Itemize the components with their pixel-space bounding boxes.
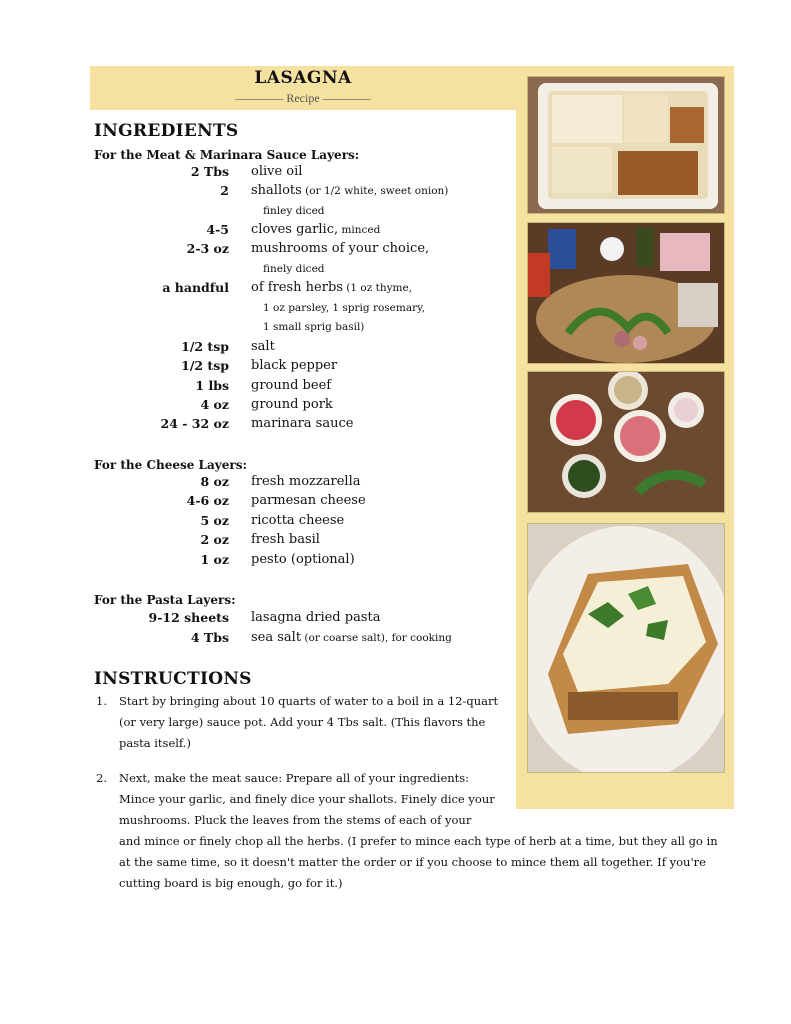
ingredient-qty: 4-5 (206, 222, 229, 237)
ingredient-row (94, 378, 514, 397)
ingredient-name: lasagna dried pasta (251, 610, 381, 625)
cheese-section-heading: For the Cheese Layers: (94, 458, 247, 472)
ingredient-name: ricotta cheese (251, 513, 345, 528)
ingredient-row (94, 280, 514, 299)
ingredient-name: parmesan cheese (251, 493, 366, 508)
ingredient-row (94, 532, 514, 551)
ingredient-row (94, 358, 514, 377)
ingredient-qty: 1/2 tsp (181, 339, 229, 354)
ingredient-qty: 4 oz (200, 397, 229, 412)
ingredient-row (94, 183, 514, 202)
ingredients-cutting-board-photo (527, 222, 725, 364)
ingredient-name: fresh basil (251, 532, 320, 547)
ingredient-qty: 1 oz (200, 552, 229, 567)
ingredient-row (94, 513, 514, 532)
ingredient-row (94, 416, 514, 435)
ingredient-name: ground beef (251, 378, 332, 393)
ingredient-row (94, 241, 514, 260)
ingredient-qty: 8 oz (200, 474, 229, 489)
ingredient-name: sea salt (or coarse salt), for cooking (251, 630, 452, 645)
instructions-heading: INSTRUCTIONS (94, 669, 252, 689)
ingredient-qty: 2 oz (200, 532, 229, 547)
plated-lasagna-photo (527, 523, 725, 773)
ingredient-row (94, 630, 514, 649)
ingredient-name: mushrooms of your choice, (251, 241, 430, 256)
ingredient-qty: 9-12 sheets (148, 610, 229, 625)
ingredient-continuation: finley diced (263, 205, 325, 217)
ingredient-row (94, 339, 514, 358)
ingredient-row (94, 397, 514, 416)
lasagna-baking-dish-photo (527, 76, 725, 214)
ingredient-qty: 24 - 32 oz (160, 416, 229, 431)
ingredient-name: fresh mozzarella (251, 474, 361, 489)
ingredient-row (94, 164, 514, 183)
ingredient-qty: 4 Tbs (190, 630, 229, 645)
recipe-subtitle: ———— Recipe ———— (235, 91, 371, 105)
ingredient-row (94, 610, 514, 629)
ingredient-name: black pepper (251, 358, 338, 373)
pasta-section-heading: For the Pasta Layers: (94, 593, 236, 607)
prepped-ingredients-bowls-photo (527, 371, 725, 513)
ingredient-name: of fresh herbs (1 oz thyme, (251, 280, 413, 295)
ingredient-row (94, 474, 514, 493)
ingredient-qty: a handful (162, 280, 229, 295)
ingredients-heading: INGREDIENTS (94, 121, 239, 141)
meat-section-heading: For the Meat & Marinara Sauce Layers: (94, 148, 360, 162)
ingredient-qty: 5 oz (200, 513, 229, 528)
ingredient-row (94, 552, 514, 571)
ingredient-row (94, 222, 514, 241)
ingredient-name: ground pork (251, 397, 333, 412)
ingredient-name: cloves garlic, minced (251, 222, 381, 237)
ingredient-qty: 2 Tbs (190, 164, 229, 179)
ingredient-continuation: finely diced (263, 263, 325, 275)
ingredient-qty: 4-6 oz (186, 493, 229, 508)
ingredient-continuation: 1 oz parsley, 1 sprig rosemary, (263, 302, 426, 314)
ingredient-qty: 1 lbs (195, 378, 229, 393)
ingredient-name: salt (251, 339, 275, 354)
ingredient-name: marinara sauce (251, 416, 354, 431)
ingredient-name: pesto (optional) (251, 552, 355, 567)
ingredient-name: olive oil (251, 164, 303, 179)
ingredient-qty: 2 (220, 183, 229, 198)
ingredient-qty: 1/2 tsp (181, 358, 229, 373)
recipe-title: LASAGNA (254, 68, 352, 88)
ingredient-continuation: 1 small sprig basil) (263, 321, 365, 333)
ingredient-name: shallots (or 1/2 white, sweet onion) (251, 183, 449, 198)
ingredient-row (94, 493, 514, 512)
ingredient-qty: 2-3 oz (186, 241, 229, 256)
